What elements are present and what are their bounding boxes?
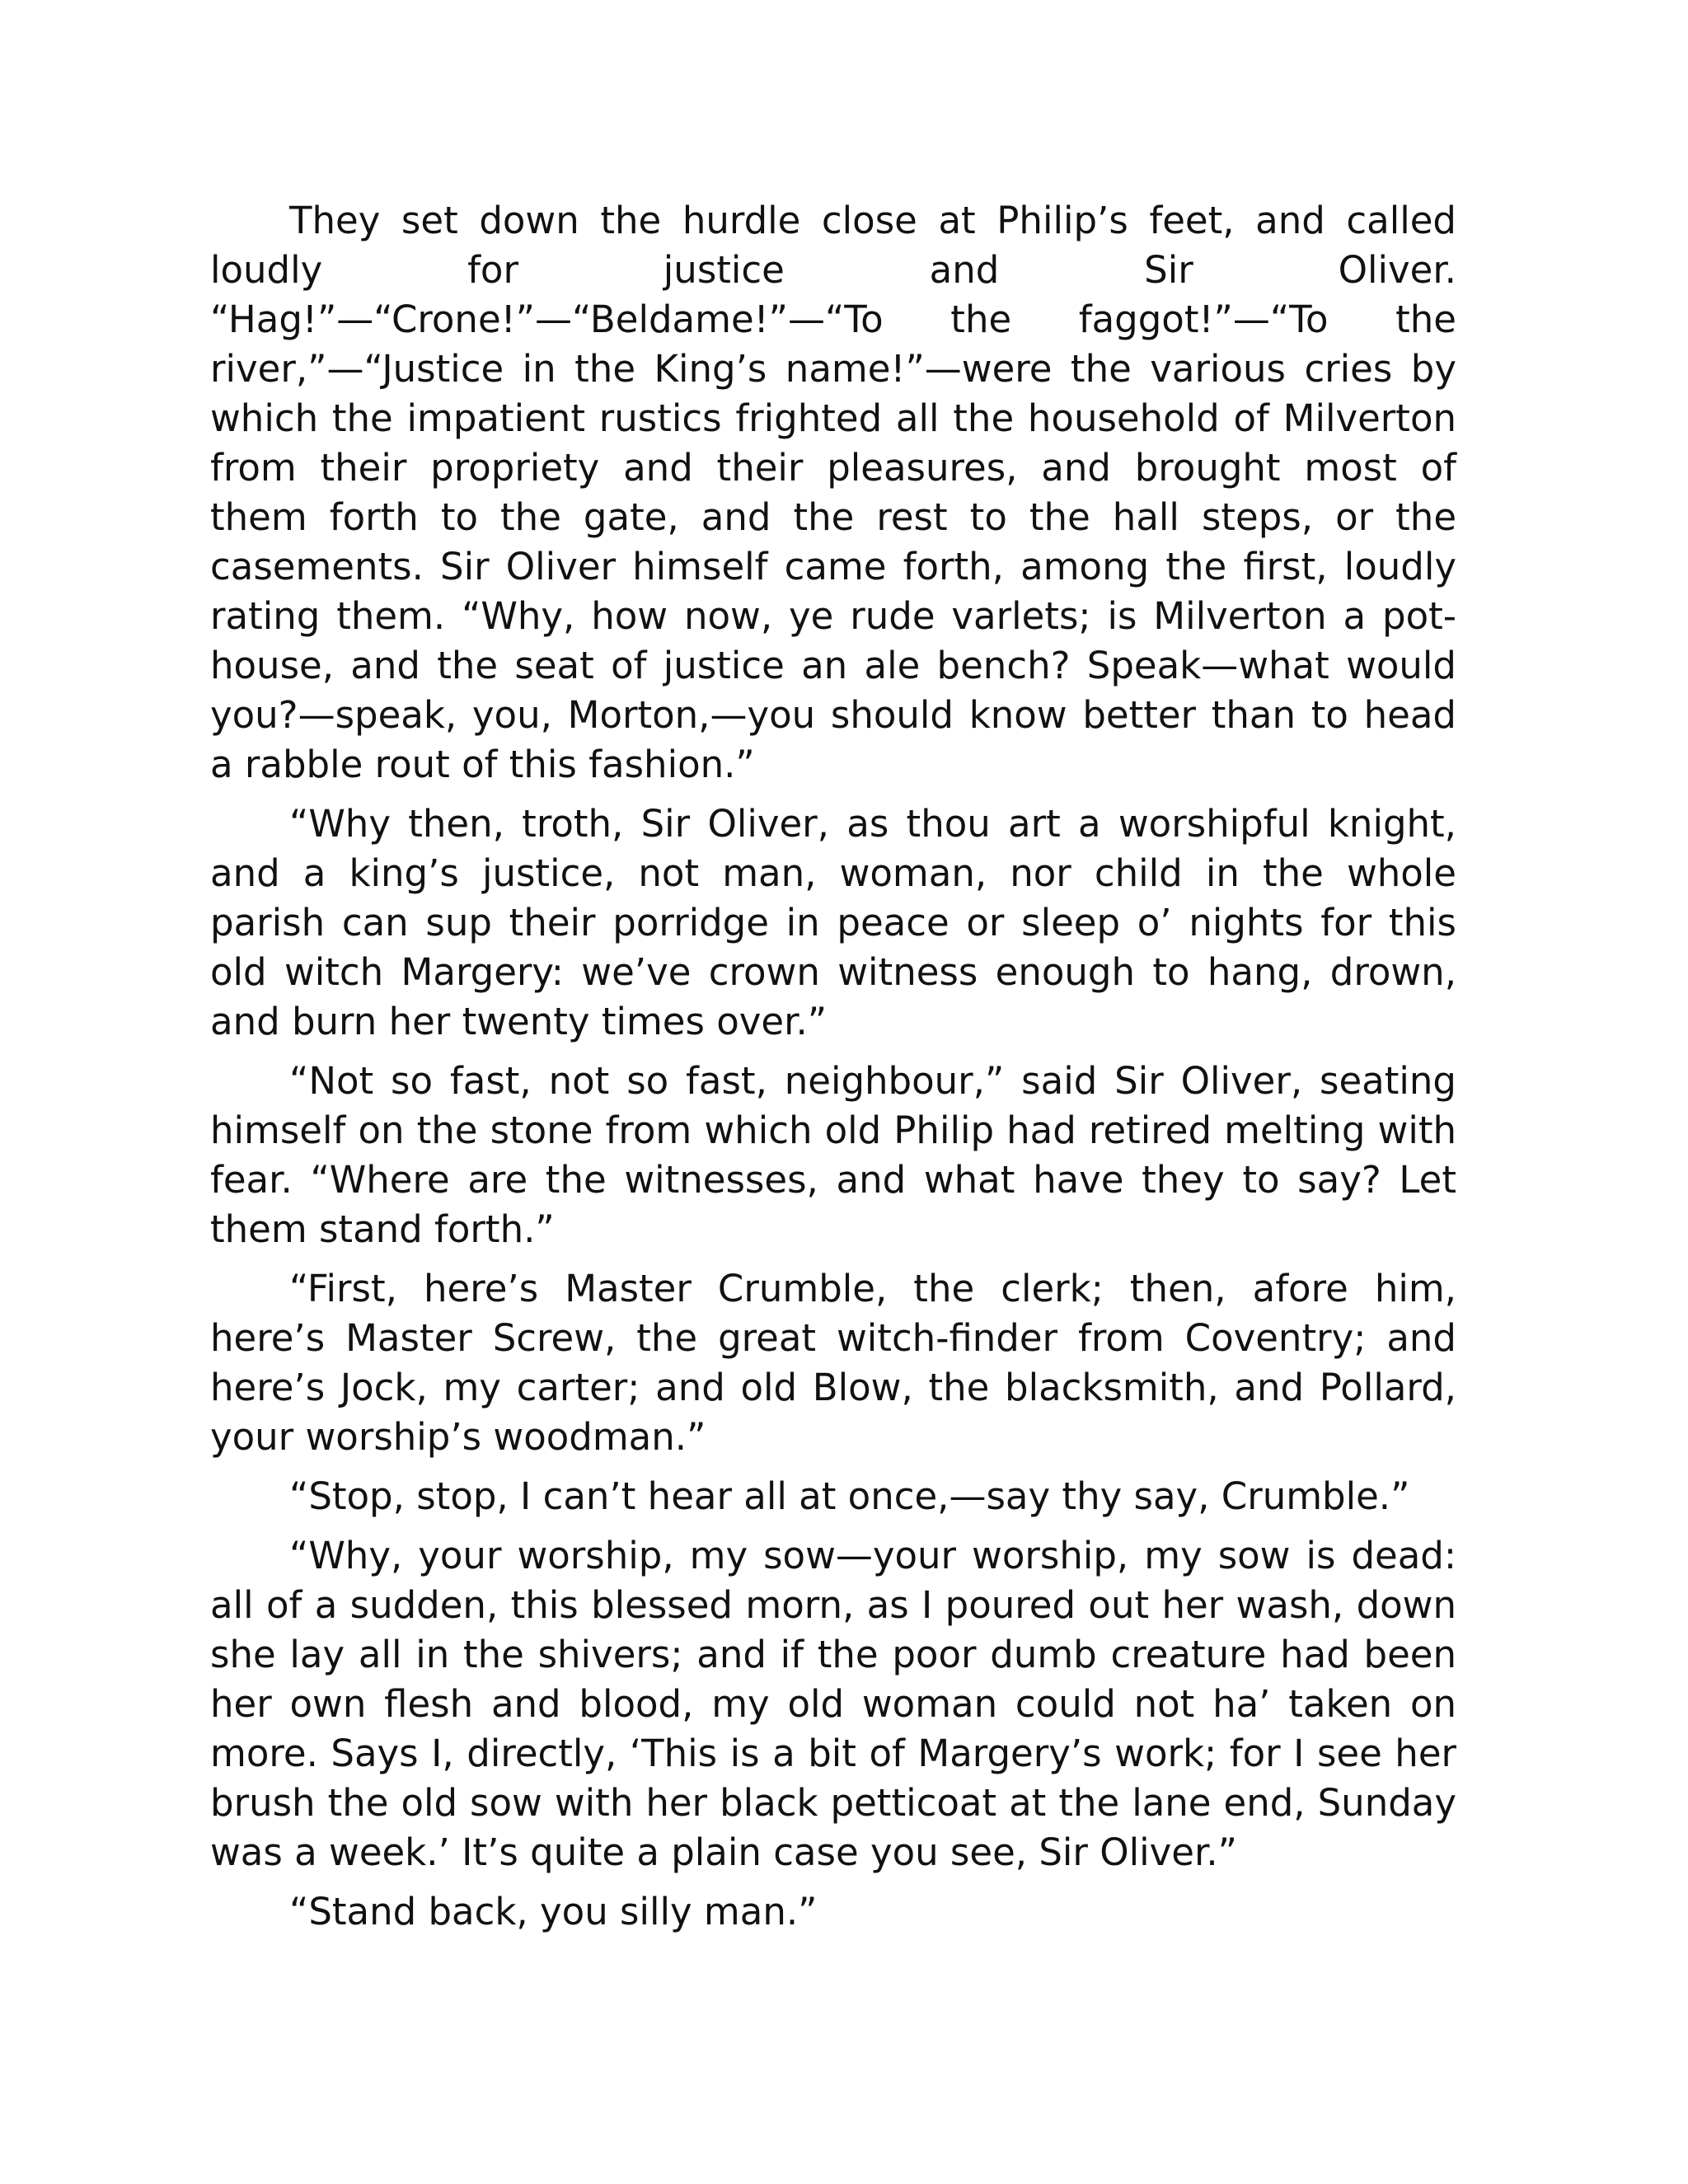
paragraph-2: “Why then, troth, Sir Oliver, as thou art a worshipful knight, and a king’s justice, not man, woman, nor child in the whole parish can sup their porridge in peace or sleep o’ nights for this old witch Margery: we’ve crown witness enough to hang, drown, and burn her twenty times over.” <box>210 802 1456 1043</box>
paragraph-4: “First, here’s Master Crumble, the clerk; then, afore him, here’s Master Screw, the great witch-finder from Coventry; and here’s Jock, my carter; and old Blow, the blacksmith, and Pollard, your worship’s woodman.” <box>210 1267 1456 1459</box>
paragraph-5: “Stop, stop, I can’t hear all at once,—say thy say, Crumble.” <box>289 1474 1410 1518</box>
paragraph-3: “Not so fast, not so fast, neighbour,” said Sir Oliver, seating himself on the stone from which old Philip had retired melting with fear. “Where are the witnesses, and what have they to say? Let them stand forth.” <box>210 1059 1456 1251</box>
paragraph-7: “Stand back, you silly man.” <box>289 1890 818 1933</box>
paragraph-6: “Why, your worship, my sow—your worship, my sow is dead: all of a sudden, this blessed morn, as I poured out her wash, down she lay all in the shivers; and if the poor dumb creature had been her own flesh and blood, my old woman could not ha’ taken on more. Says I, directly, ‘This is a bit of Margery’s work; for I see her brush the old sow with her black petticoat at the lane end, Sunday was a week.’ It’s quite a plain case you see, Sir Oliver.” <box>210 1534 1456 1874</box>
body-text <box>210 196 1456 1947</box>
paragraph-1: They set down the hurdle close at Philip’s feet, and called loudly for justice and Sir Oliver. “Hag!”—“Crone!”—“Beldame!”—“To the faggot!”—“To the river,”—“Justice in the King’s name!”—were the various cries by which the impatient rustics frighted all the household of Milverton from their propriety and their pleasures, and brought most of them forth to the gate, and the rest to the hall steps, or the casements. Sir Oliver himself came forth, among the first, loudly rating them. “Why, how now, ye rude varlets; is Milverton a pot-house, and the seat of justice an ale bench? Speak—what would you?—speak, you, Morton,—you should know better than to head a rabble rout of this fashion.” <box>210 199 1456 786</box>
